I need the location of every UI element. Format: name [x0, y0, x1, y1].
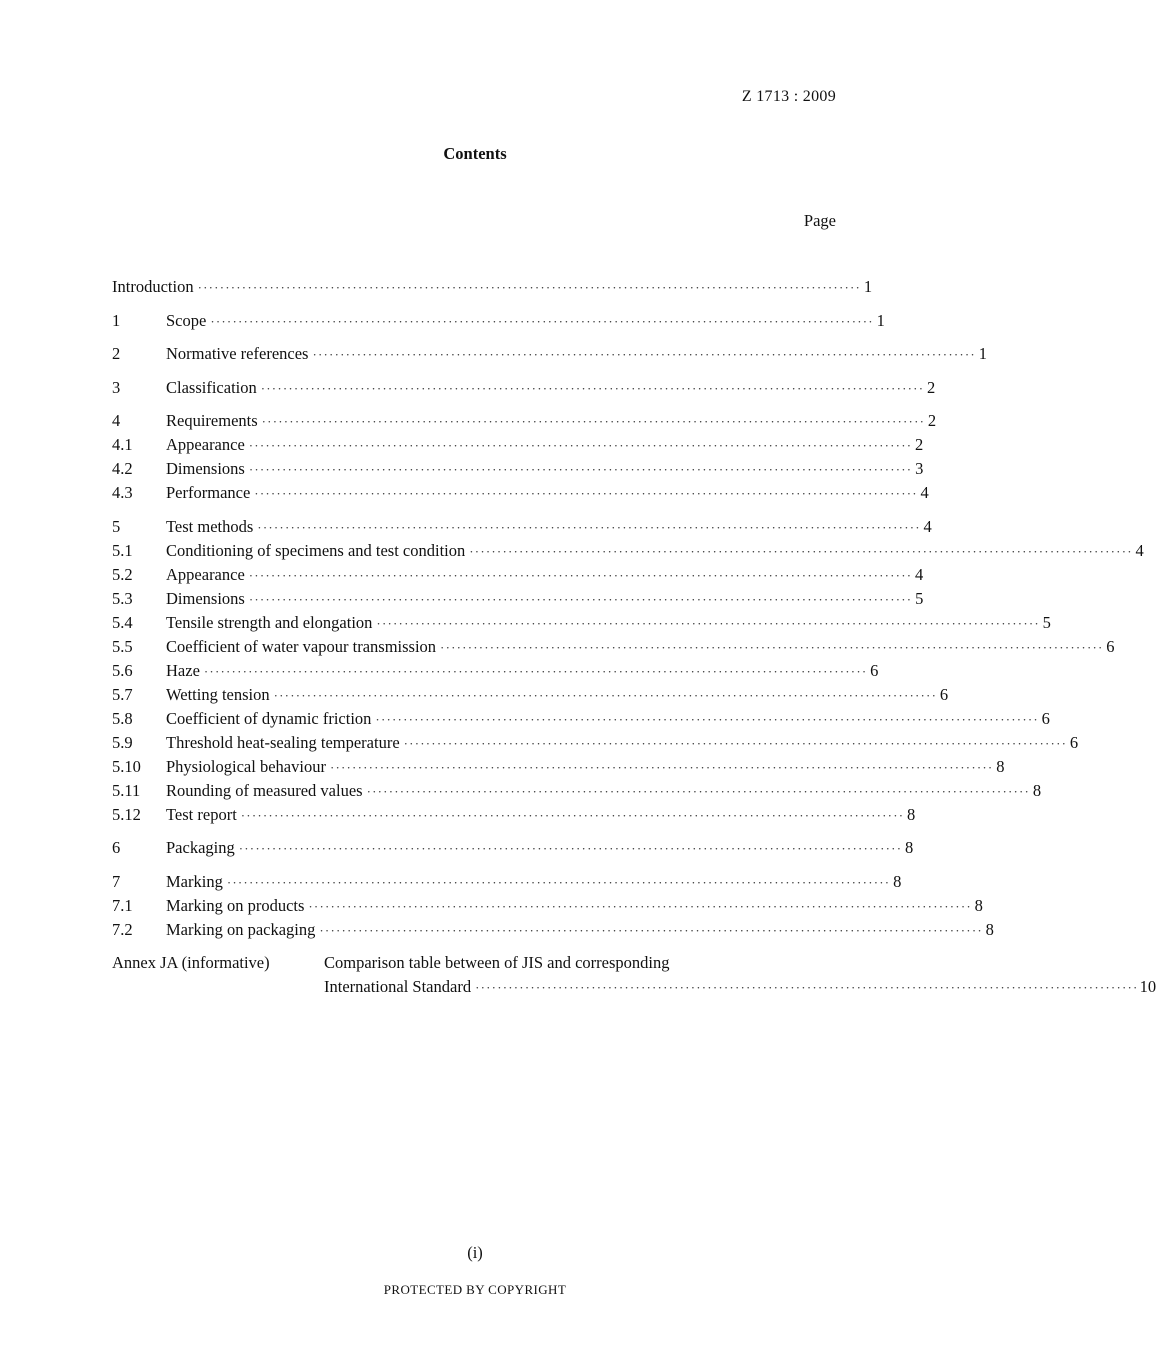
toc-number: 5.10 — [112, 756, 141, 776]
toc-label: Dimensions — [166, 459, 245, 478]
toc-page: 1 — [978, 344, 987, 363]
document-id: Z 1713 : 2009 — [741, 88, 836, 105]
dot-leader — [241, 804, 905, 828]
toc-label: Tensile strength and elongation — [166, 612, 373, 632]
toc-page: 4 — [915, 564, 924, 584]
dot-leader — [261, 377, 925, 401]
toc-page: 6 — [939, 684, 949, 704]
toc-label: Scope — [166, 310, 207, 330]
toc-page: 1 — [863, 277, 873, 296]
toc-number: 5.5 — [112, 636, 133, 656]
toc-page: 2 — [926, 377, 936, 397]
toc-label: Appearance — [166, 564, 245, 584]
toc-number: 7.2 — [112, 919, 133, 939]
dot-leader — [210, 310, 874, 334]
toc-number: 4.1 — [112, 435, 133, 454]
toc-page: 8 — [1032, 780, 1042, 800]
dot-leader — [249, 564, 913, 588]
dot-leader — [198, 276, 862, 300]
dot-leader — [262, 410, 926, 434]
dot-leader — [469, 540, 1133, 564]
dot-leader — [254, 482, 918, 506]
toc-page: 4 — [920, 483, 929, 502]
toc-entry-5-11 — [112, 779, 1042, 803]
dot-leader — [249, 434, 913, 458]
annex-title-line-2 — [324, 975, 1156, 999]
toc-number: 5.4 — [112, 612, 133, 632]
toc-label: Haze — [166, 660, 200, 680]
toc-label: Test report — [166, 804, 237, 824]
toc-label: Normative references — [166, 344, 309, 363]
toc-entry-5-3 — [112, 587, 924, 611]
toc-page: 6 — [870, 660, 879, 680]
toc-number: 5.8 — [112, 708, 133, 728]
toc-entry-5-1 — [112, 539, 1144, 563]
toc-page: 2 — [915, 435, 924, 454]
toc-entry-5-6 — [112, 659, 879, 683]
toc-page: 5 — [915, 588, 924, 608]
toc-label: Performance — [166, 483, 251, 502]
dot-leader — [330, 756, 994, 780]
annex-label-line-2: International Standard — [324, 977, 472, 996]
toc-entry-normative-references — [112, 342, 987, 366]
toc-entry-4-1 — [112, 433, 924, 457]
dot-leader — [308, 895, 972, 919]
toc-label: Requirements — [166, 411, 258, 430]
dot-leader — [319, 919, 983, 943]
toc-page: 6 — [1041, 708, 1050, 728]
toc-entry-4-3 — [112, 481, 929, 505]
dot-leader — [249, 458, 913, 482]
toc-label: Dimensions — [166, 588, 245, 608]
toc-number: 2 — [112, 344, 121, 363]
toc-label: Threshold heat-sealing temperature — [166, 732, 400, 752]
toc-entry-5-4 — [112, 611, 1051, 635]
annex-number: Annex JA (informative) — [112, 953, 270, 972]
toc-number: 5.2 — [112, 564, 133, 584]
toc-entry-5-8 — [112, 707, 1050, 731]
toc-entry-classification — [112, 376, 936, 400]
page-number: (i) — [467, 1243, 483, 1262]
toc-entry-5-5 — [112, 635, 1115, 659]
toc-label: Classification — [166, 377, 257, 397]
toc-number: 5.1 — [112, 540, 133, 560]
dot-leader — [249, 588, 913, 612]
toc-page: 8 — [907, 804, 916, 824]
toc-number: 1 — [112, 310, 121, 330]
toc-number: 5.11 — [112, 780, 141, 800]
toc-number: 5.6 — [112, 660, 133, 680]
toc-entry-7-2 — [112, 918, 994, 942]
toc-page: 8 — [996, 756, 1005, 776]
page-column-header: Page — [803, 211, 836, 230]
toc-number: 6 — [112, 838, 121, 857]
page-title: Contents — [443, 144, 507, 163]
toc-number: 5.7 — [112, 684, 133, 704]
dot-leader — [440, 636, 1104, 660]
toc-page: 2 — [927, 411, 937, 430]
toc-page: 10 — [1139, 977, 1156, 996]
annex-title-line-1 — [324, 951, 1156, 975]
dot-leader — [204, 660, 868, 684]
toc-entry-introduction — [112, 275, 873, 299]
toc-entry-annex-ja — [112, 951, 1156, 999]
toc-page: 8 — [974, 895, 983, 915]
table-of-contents — [112, 275, 1156, 999]
toc-number: 7.1 — [112, 895, 133, 915]
toc-number: 4.2 — [112, 459, 133, 478]
toc-page: 4 — [923, 516, 932, 536]
dot-leader — [227, 871, 891, 895]
toc-page: 8 — [893, 871, 902, 891]
toc-number: 5.12 — [112, 804, 141, 824]
toc-number: 7 — [112, 871, 121, 891]
toc-page: 8 — [904, 838, 914, 857]
toc-label: Wetting tension — [166, 684, 270, 704]
toc-label: Physiological behaviour — [166, 756, 326, 776]
toc-label: Packaging — [166, 838, 235, 857]
toc-label: Rounding of measured values — [166, 780, 363, 800]
toc-label: Coefficient of water vapour transmission — [166, 636, 437, 656]
toc-entry-7-1 — [112, 894, 983, 918]
toc-number: 5.3 — [112, 588, 133, 608]
toc-label: Coefficient of dynamic friction — [166, 708, 372, 728]
toc-page: 6 — [1069, 732, 1079, 752]
dot-leader — [376, 612, 1040, 636]
toc-label: Appearance — [166, 435, 245, 454]
toc-label: Marking on packaging — [166, 919, 316, 939]
copyright-notice: PROTECTED BY COPYRIGHT — [383, 1282, 567, 1297]
dot-leader — [312, 343, 976, 367]
toc-entry-5-9 — [112, 731, 1079, 755]
toc-page: 3 — [915, 459, 924, 478]
toc-entry-test-methods — [112, 515, 932, 539]
toc-number: 5.9 — [112, 732, 133, 752]
toc-entry-5-7 — [112, 683, 949, 707]
toc-number: 4 — [112, 411, 121, 430]
toc-label: Marking on products — [166, 895, 305, 915]
toc-label: Marking — [166, 871, 223, 891]
dot-leader — [274, 684, 938, 708]
toc-entry-packaging — [112, 836, 914, 860]
toc-label: Conditioning of specimens and test condition — [166, 540, 466, 560]
toc-page: 5 — [1042, 612, 1051, 632]
toc-entry-5-10 — [112, 755, 1005, 779]
toc-number: 4.3 — [112, 483, 133, 502]
toc-entry-4-2 — [112, 457, 924, 481]
dot-leader — [257, 516, 921, 540]
toc-page: 1 — [876, 310, 885, 330]
annex-title — [324, 951, 1156, 999]
toc-page: 8 — [985, 919, 994, 939]
dot-leader — [375, 708, 1039, 732]
toc-entry-requirements — [112, 409, 937, 433]
toc-entry-5-12 — [112, 803, 916, 827]
toc-number: 3 — [112, 377, 121, 397]
toc-label: Introduction — [112, 277, 194, 296]
dot-leader — [239, 837, 903, 861]
dot-leader — [404, 732, 1068, 756]
toc-entry-marking — [112, 870, 902, 894]
annex-label-line-1: Comparison table between of JIS and corresponding — [324, 953, 670, 972]
toc-page: 4 — [1135, 540, 1144, 560]
toc-number: 5 — [112, 516, 121, 536]
dot-leader — [475, 976, 1139, 1000]
toc-page: 6 — [1106, 636, 1115, 656]
toc-entry-scope — [112, 309, 885, 333]
toc-label: Test methods — [166, 516, 254, 536]
dot-leader — [367, 780, 1031, 804]
toc-entry-5-2 — [112, 563, 924, 587]
